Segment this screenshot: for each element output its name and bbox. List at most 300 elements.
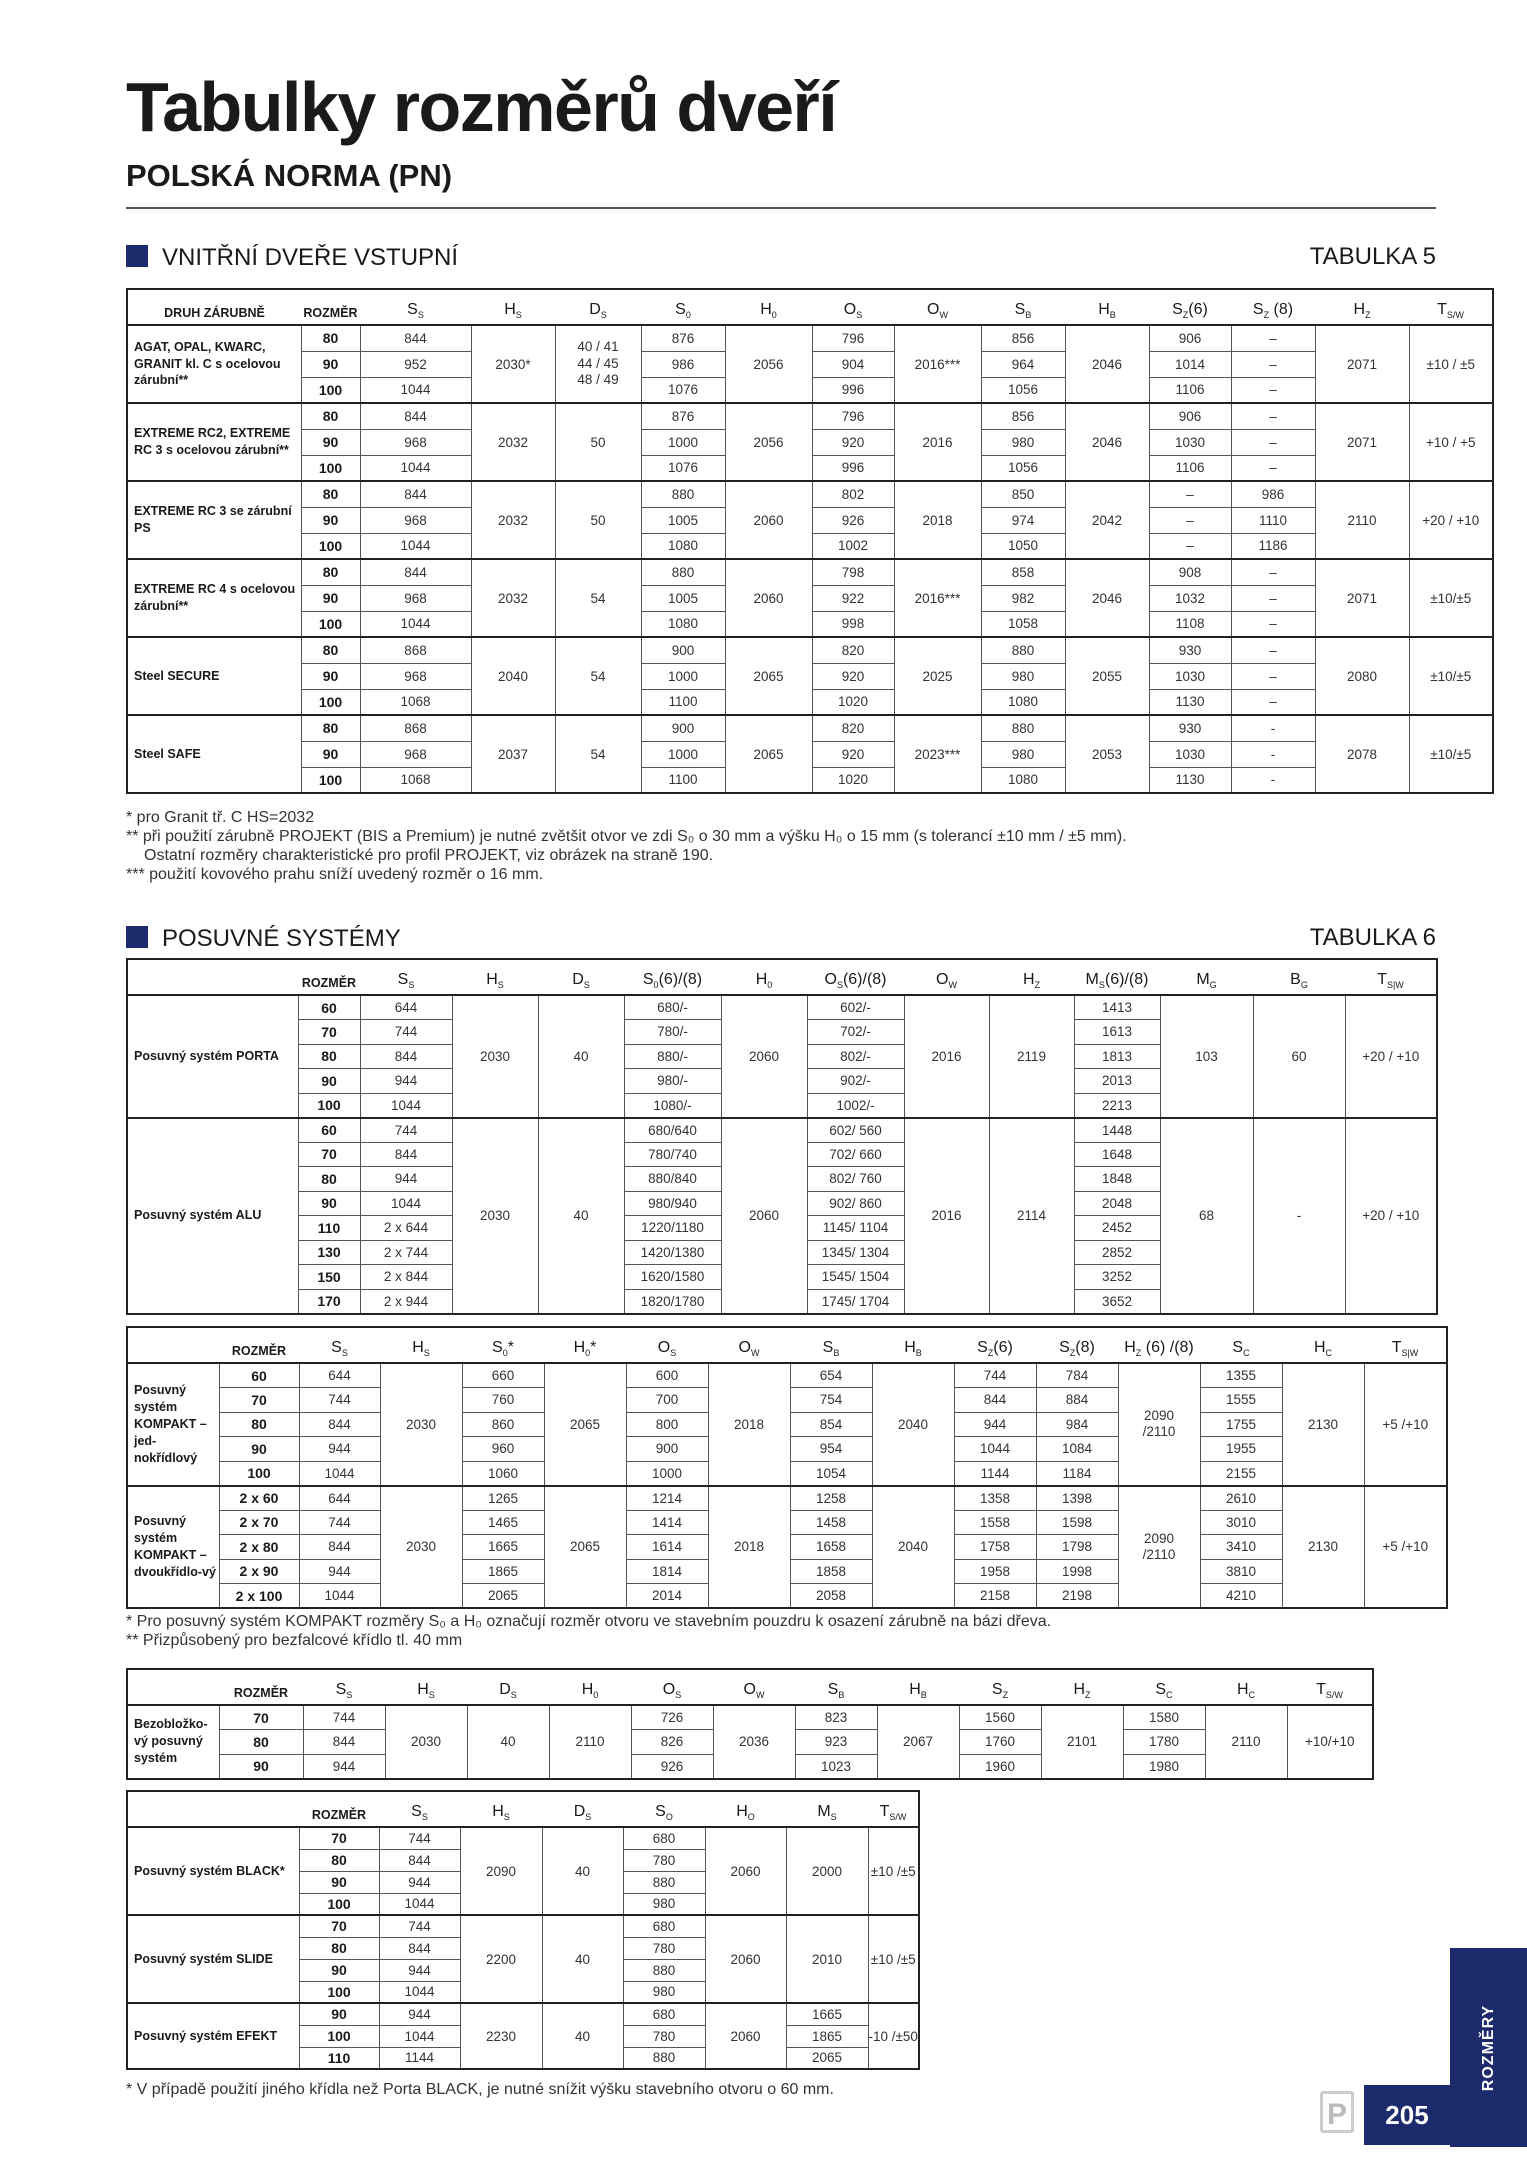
column-header: $S_Z(6)$ (1172, 300, 1208, 320)
merged-cell: 2067 (877, 1705, 959, 1779)
table-cell: 2065 (462, 1584, 544, 1609)
table-cell: 780 (623, 1937, 705, 1959)
merged-cell: 2060 (705, 1827, 786, 1915)
table-cell: 2 x 644 (360, 1216, 452, 1241)
merged-cell: 2065 (725, 637, 812, 715)
column-header: $S_O$ (655, 1802, 673, 1822)
table-cell: 1068 (360, 689, 471, 715)
column-header: $H_B$ (909, 1680, 927, 1700)
column-header: $H_C$ (1313, 1338, 1333, 1358)
table-cell: 780 (623, 1849, 705, 1871)
column-header: $T_{S|W}$ (1391, 1338, 1419, 1358)
table-cell: 1000 (626, 1461, 708, 1486)
table-cell: 1448 (1074, 1118, 1160, 1143)
merged-cell: 2056 (725, 403, 812, 481)
table-row (127, 1915, 919, 1937)
table-cell: 1000 (641, 429, 725, 455)
table-cell: 844 (299, 1535, 380, 1560)
table-row (127, 995, 1437, 1020)
table-cell: 796 (812, 325, 894, 351)
merged-cell: 2040 (872, 1363, 954, 1486)
table-cell: 1044 (954, 1437, 1036, 1462)
table-cell: 1745/ 1704 (807, 1289, 904, 1314)
merged-cell: 2032 (471, 559, 555, 637)
table-cell: 968 (360, 429, 471, 455)
size-cell: 130 (298, 1240, 360, 1265)
chapter-tab[interactable]: ROZMĚRY (1450, 1948, 1527, 2147)
table-cell: 1050 (981, 533, 1065, 559)
table-cell: 844 (303, 1730, 385, 1755)
dimension-table (126, 958, 1438, 1315)
merged-cell: 40 (542, 2003, 623, 2069)
table-cell: – (1231, 325, 1315, 351)
square-bullet-icon (126, 926, 148, 948)
table-cell: 1044 (360, 1093, 452, 1118)
merged-cell: 2090 /2110 (1118, 1486, 1200, 1609)
frame-type-label: EXTREME RC 4 s ocelovou zárubní** (127, 559, 301, 637)
merged-cell: 2055 (1065, 637, 1149, 715)
table-cell: 1110 (1231, 507, 1315, 533)
table-cell: 960 (462, 1437, 544, 1462)
dimension-table (126, 1668, 1374, 1780)
size-cell: 90 (298, 1069, 360, 1094)
table-cell: - (1231, 715, 1315, 741)
table-cell: 602/ 560 (807, 1118, 904, 1143)
table-cell: 968 (360, 507, 471, 533)
footnote: * pro Granit tř. C HS=2032 (126, 809, 315, 826)
column-header: $T_{S/W}$ (1437, 300, 1464, 320)
column-header: ROZMĚR (301, 976, 357, 990)
table-cell: 1955 (1200, 1437, 1282, 1462)
frame-type-label: Steel SECURE (127, 637, 301, 715)
table-porta-alu-container (126, 958, 1438, 1315)
merged-cell: 2060 (721, 995, 807, 1118)
merged-cell: 2040 (872, 1486, 954, 1609)
frame-type-label: Steel SAFE (127, 715, 301, 793)
table-cell: 1044 (299, 1584, 380, 1609)
table-cell: 900 (641, 715, 725, 741)
table-cell: 1044 (360, 611, 471, 637)
table-cell: 944 (954, 1412, 1036, 1437)
table-cell: 1555 (1200, 1388, 1282, 1413)
system-label: Posuvný systém ALU (127, 1118, 298, 1314)
table-cell: 1080 (981, 767, 1065, 793)
table-cell: 980 (981, 741, 1065, 767)
table-cell: 968 (360, 741, 471, 767)
table-cell: 1580 (1123, 1705, 1205, 1730)
merged-cell: 54 (555, 715, 641, 793)
table-cell: 844 (360, 559, 471, 585)
table-cell: 968 (360, 663, 471, 689)
table-cell: 1014 (1149, 351, 1231, 377)
merged-cell: 2060 (705, 2003, 786, 2069)
table-cell: 844 (379, 1937, 460, 1959)
table-group (127, 995, 1437, 1118)
column-header: $S_Z$ (8) (1252, 300, 1294, 320)
column-header: $H_Z$ (1022, 970, 1041, 990)
table-cell: 1960 (959, 1754, 1041, 1779)
table-row (127, 2003, 919, 2025)
table-cell: 2452 (1074, 1216, 1160, 1241)
column-header: $B_G$ (1290, 970, 1308, 990)
merged-cell: +5 /+10 (1364, 1363, 1447, 1486)
table-cell: 4210 (1200, 1584, 1282, 1609)
column-header: $H_0$ (755, 970, 773, 990)
table-cell: 1044 (379, 1981, 460, 2003)
size-cell: 80 (298, 1167, 360, 1192)
table-cell: 2 x 944 (360, 1289, 452, 1314)
table-cell: 880 (623, 1871, 705, 1893)
size-cell: 100 (301, 689, 360, 715)
table-cell: 820 (812, 715, 894, 741)
merged-cell: 2030 (380, 1486, 462, 1609)
merged-cell: 2016 (904, 1118, 989, 1314)
table-bezoblozkovy-container (126, 1668, 1374, 1780)
merged-cell: 2046 (1065, 403, 1149, 481)
merged-cell: 2110 (1205, 1705, 1287, 1779)
merged-cell: 2065 (544, 1486, 626, 1609)
column-header: $S_C$ (1155, 1680, 1173, 1700)
table-group (127, 403, 1493, 481)
size-cell: 70 (298, 1142, 360, 1167)
table-cell: 920 (812, 663, 894, 689)
table-cell: 3410 (1200, 1535, 1282, 1560)
table-cell: 1030 (1149, 741, 1231, 767)
table-cell: 1054 (790, 1461, 872, 1486)
table-cell: – (1149, 533, 1231, 559)
table-cell: 1032 (1149, 585, 1231, 611)
merged-cell: 2071 (1315, 403, 1409, 481)
table-cell: 744 (379, 1827, 460, 1849)
merged-cell: 2030 (380, 1363, 462, 1486)
table-cell: 1220/1180 (624, 1216, 721, 1241)
table-cell: 702/- (807, 1020, 904, 1045)
table-cell: 944 (379, 1871, 460, 1893)
table-cell: 1458 (790, 1510, 872, 1535)
merged-cell: 2036 (713, 1705, 795, 1779)
table-cell: 744 (360, 1118, 452, 1143)
table-cell: 984 (1036, 1412, 1118, 1437)
table-cell: 2158 (954, 1584, 1036, 1609)
table-cell: 1998 (1036, 1559, 1118, 1584)
size-cell: 2 x 60 (219, 1486, 299, 1511)
merged-cell: 2230 (460, 2003, 542, 2069)
column-header: $O_W$ (927, 300, 948, 320)
black-footnote: * V případě použití jiného křídla než Porta BLACK, je nutné snížit výšku stavebního otvoru o 60 mm. (126, 2081, 834, 2098)
size-cell: 90 (301, 585, 360, 611)
column-header: $H_0$ (760, 300, 777, 320)
merged-cell: 2016 (904, 995, 989, 1118)
table-cell: 968 (360, 585, 471, 611)
table-cell: 1130 (1149, 689, 1231, 715)
table-cell: 980/940 (624, 1191, 721, 1216)
table-cell: 744 (954, 1363, 1036, 1388)
size-cell: 100 (301, 767, 360, 793)
size-cell: 100 (299, 1981, 379, 2003)
merged-cell: 68 (1160, 1118, 1253, 1314)
column-header: $H_Z$ (1073, 1680, 1091, 1700)
table-cell: 920 (812, 429, 894, 455)
table-cell: 1005 (641, 585, 725, 611)
column-header (127, 1327, 219, 1363)
merged-cell: 54 (555, 637, 641, 715)
merged-cell: 2071 (1315, 559, 1409, 637)
table-cell: 906 (1149, 403, 1231, 429)
table-cell: 1056 (981, 455, 1065, 481)
size-cell: 100 (299, 1893, 379, 1915)
table-cell: 644 (360, 995, 452, 1020)
table-cell: 1100 (641, 767, 725, 793)
table-cell: 1858 (790, 1559, 872, 1584)
table-cell: – (1231, 689, 1315, 715)
table-cell: 850 (981, 481, 1065, 507)
column-header: $O_W$ (743, 1680, 765, 1700)
table-cell: 900 (626, 1437, 708, 1462)
merged-cell: 2000 (786, 1827, 868, 1915)
merged-cell: 2080 (1315, 637, 1409, 715)
size-cell: 80 (301, 715, 360, 741)
column-header: $S_B$ (1014, 300, 1032, 320)
column-header: ROZMĚR (311, 1808, 367, 1822)
table-group (127, 559, 1493, 637)
column-header: $H_O$ (736, 1802, 755, 1822)
size-cell: 90 (301, 663, 360, 689)
column-header: $S_B$ (822, 1338, 840, 1358)
table-cell: - (1231, 767, 1315, 793)
table-cell: 944 (379, 1959, 460, 1981)
column-header: ROZMĚR (303, 306, 358, 320)
table-group (127, 1915, 919, 2003)
merged-cell: 2110 (1315, 481, 1409, 559)
merged-cell: 2040 (471, 637, 555, 715)
merged-cell: 2042 (1065, 481, 1149, 559)
table-cell: 1980 (1123, 1754, 1205, 1779)
size-cell: 90 (301, 351, 360, 377)
table-cell: 1865 (786, 2025, 868, 2047)
table-cell: 1958 (954, 1559, 1036, 1584)
merged-cell: 2101 (1041, 1705, 1123, 1779)
table-cell: 880 (623, 1959, 705, 1981)
size-cell: 80 (299, 1937, 379, 1959)
size-cell: 80 (299, 1849, 379, 1871)
column-header (127, 1791, 299, 1827)
table-cell: 754 (790, 1388, 872, 1413)
table-cell: 700 (626, 1388, 708, 1413)
column-header: $S_0*$ (492, 1338, 514, 1358)
size-cell: 80 (298, 1044, 360, 1069)
table-cell: 1145/ 1104 (807, 1216, 904, 1241)
merged-cell: +20 / +10 (1345, 1118, 1437, 1314)
column-header: $S_0$ (675, 300, 691, 320)
table-cell: – (1231, 611, 1315, 637)
column-header: $S_S$ (397, 970, 415, 990)
table-row (127, 637, 1493, 663)
table-cell: 926 (631, 1754, 713, 1779)
table-cell: 980 (981, 429, 1065, 455)
table-cell: 800 (626, 1412, 708, 1437)
table-cell: 980/- (624, 1069, 721, 1094)
table-cell: 844 (360, 1044, 452, 1069)
column-header: $O_S$ (657, 1338, 677, 1358)
column-header: $D_S$ (589, 300, 607, 320)
table-cell: 902/- (807, 1069, 904, 1094)
table-cell: 974 (981, 507, 1065, 533)
table-label-5: TABULKA 5 (1309, 243, 1436, 270)
table-cell: 680 (623, 1827, 705, 1849)
size-cell: 80 (301, 637, 360, 663)
table-cell: 1598 (1036, 1510, 1118, 1535)
table-cell: 996 (812, 377, 894, 403)
merged-cell: 2046 (1065, 559, 1149, 637)
table-cell: – (1149, 507, 1231, 533)
merged-cell: - (1253, 1118, 1345, 1314)
column-header: $O_S$ (662, 1680, 682, 1700)
merged-cell: 2060 (721, 1118, 807, 1314)
table-cell: 1420/1380 (624, 1240, 721, 1265)
table-cell: 1106 (1149, 377, 1231, 403)
column-header: $H_S$ (504, 300, 522, 320)
size-cell: 80 (301, 481, 360, 507)
table-cell: 1144 (379, 2047, 460, 2069)
table-cell: 780/740 (624, 1142, 721, 1167)
column-header: $D_S$ (499, 1680, 517, 1700)
table-cell: 1214 (626, 1486, 708, 1511)
table-cell: 702/ 660 (807, 1142, 904, 1167)
table-cell: 1080 (981, 689, 1065, 715)
table-cell: – (1231, 403, 1315, 429)
table-kompakt-container (126, 1326, 1448, 1609)
column-header: $S_S$ (411, 1802, 428, 1822)
column-header: $H_0$ (581, 1680, 599, 1700)
table-cell: 876 (641, 325, 725, 351)
table-cell: 1144 (954, 1461, 1036, 1486)
table-cell: 660 (462, 1363, 544, 1388)
table-cell: 1002 (812, 533, 894, 559)
merged-cell: 2119 (989, 995, 1074, 1118)
table-cell: 2852 (1074, 1240, 1160, 1265)
table-cell: 1080 (641, 611, 725, 637)
table-cell: 1030 (1149, 429, 1231, 455)
size-cell: 70 (219, 1388, 299, 1413)
size-cell: 100 (301, 377, 360, 403)
table-cell: 1414 (626, 1510, 708, 1535)
table-cell: 920 (812, 741, 894, 767)
table-cell: 880 (623, 2047, 705, 2069)
table-cell: 680/- (624, 995, 721, 1020)
table-header-row (127, 1669, 1373, 1705)
merged-cell: 2018 (708, 1363, 790, 1486)
table-cell: 3010 (1200, 1510, 1282, 1535)
table-cell: 1648 (1074, 1142, 1160, 1167)
footnote: ** Přizpůsobený pro bezfalcové křídlo tl. 40 mm (126, 1632, 463, 1649)
size-cell: 110 (298, 1216, 360, 1241)
merged-cell: ±10 /±5 (868, 1915, 919, 2003)
table-cell: 1084 (1036, 1437, 1118, 1462)
table-cell: 2213 (1074, 1093, 1160, 1118)
size-cell: 60 (298, 995, 360, 1020)
table-cell: 798 (812, 559, 894, 585)
table-cell: 1130 (1149, 767, 1231, 793)
table-cell: 2014 (626, 1584, 708, 1609)
table-cell: 2058 (790, 1584, 872, 1609)
size-cell: 70 (299, 1827, 379, 1849)
table-cell: 802 (812, 481, 894, 507)
table-cell: 744 (299, 1510, 380, 1535)
table-cell: 1002/- (807, 1093, 904, 1118)
table-cell: 986 (641, 351, 725, 377)
merged-cell: +10/+10 (1287, 1705, 1373, 1779)
table-cell: 1056 (981, 377, 1065, 403)
table-cell: 1798 (1036, 1535, 1118, 1560)
merged-cell: 2060 (725, 481, 812, 559)
merged-cell: 2053 (1065, 715, 1149, 793)
footnote: *** použití kovového prahu sníží uvedený rozměr o 16 mm. (126, 866, 544, 883)
table-group (127, 1705, 1373, 1779)
merged-cell: 40 (538, 1118, 624, 1314)
table-cell: 1345/ 1304 (807, 1240, 904, 1265)
table-cell: 1044 (379, 1893, 460, 1915)
table-cell: 680 (623, 2003, 705, 2025)
column-header: $D_S$ (572, 970, 590, 990)
merged-cell: +20 / +10 (1409, 481, 1493, 559)
table-cell: 876 (641, 403, 725, 429)
table-cell: 2 x 844 (360, 1265, 452, 1290)
size-cell: 2 x 80 (219, 1535, 299, 1560)
table-cell: 1080 (641, 533, 725, 559)
merged-cell: 2130 (1282, 1486, 1364, 1609)
table-cell: 1020 (812, 767, 894, 793)
table-cell: 1000 (641, 741, 725, 767)
table-cell: 1100 (641, 689, 725, 715)
section-heading-vnitrni: VNITŘNÍ DVEŘE VSTUPNÍ (126, 245, 458, 270)
size-cell: 2 x 90 (219, 1559, 299, 1584)
table-row (127, 1827, 919, 1849)
merged-cell: 2037 (471, 715, 555, 793)
table-cell: 1355 (1200, 1363, 1282, 1388)
table-row (127, 403, 1493, 429)
size-cell: 100 (301, 611, 360, 637)
table-cell: 2155 (1200, 1461, 1282, 1486)
table-cell: 900 (641, 637, 725, 663)
table-5-footnotes (126, 808, 1127, 884)
dimension-table (126, 1790, 920, 2070)
table-cell: 744 (360, 1020, 452, 1045)
column-header: $S_0(6)/(8)$ (642, 970, 703, 990)
column-header: $H_S$ (492, 1802, 510, 1822)
column-header: $O_S(6)/(8)$ (824, 970, 887, 990)
table-cell: 1044 (360, 455, 471, 481)
merged-cell: 40 / 41 44 / 45 48 / 49 (555, 325, 641, 403)
merged-cell: 2018 (708, 1486, 790, 1609)
table-5-container (126, 288, 1494, 794)
system-label: Posuvný systém EFEKT (127, 2003, 299, 2069)
section-heading-posuvne: POSUVNÉ SYSTÉMY (126, 926, 401, 951)
table-row (127, 559, 1493, 585)
footnote: Ostatní rozměry charakteristické pro profil PROJEKT, viz obrázek na straně 190. (144, 847, 714, 864)
footnote: * Pro posuvný systém KOMPAKT rozměry S₀ a H₀ označují rozměr otvoru ve stavebním pouzdru k osazení zárubně na bázi dřeva. (126, 1613, 1052, 1630)
size-cell: 2 x 100 (219, 1584, 299, 1609)
table-cell: 1545/ 1504 (807, 1265, 904, 1290)
table-cell: – (1231, 455, 1315, 481)
table-cell: 1560 (959, 1705, 1041, 1730)
table-cell: 1814 (626, 1559, 708, 1584)
table-group (127, 2003, 919, 2069)
column-header: $T_{S|W}$ (1377, 970, 1404, 990)
size-cell: 80 (219, 1730, 303, 1755)
table-cell: 952 (360, 351, 471, 377)
table-cell: 823 (795, 1705, 877, 1730)
table-cell: 856 (981, 403, 1065, 429)
